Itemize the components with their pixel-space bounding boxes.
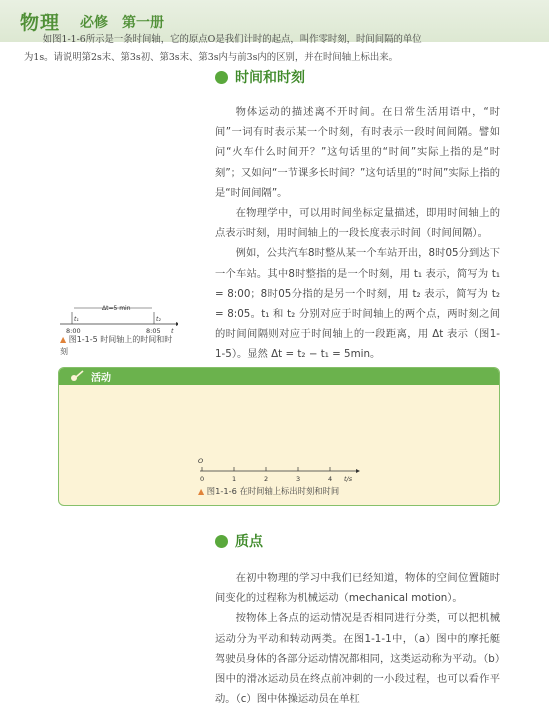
figure-caption-1-1-6 <box>198 485 339 497</box>
tick-label: 1 <box>232 475 237 483</box>
t1-label: t₁ <box>74 316 79 323</box>
triangle-icon: ▲ <box>60 335 67 344</box>
figure-caption-1-1-5 <box>60 334 180 358</box>
section-title: 时间和时刻 <box>235 70 305 86</box>
section2-body <box>215 568 500 709</box>
paragraph: 物体运动的描述离不开时间。在日常生活用语中，“时间”一词有时表示某一个时刻，有时表示一段时间间隔。譬如问“火车什么时间开？”这句话里的“时间”实际上指的是“时刻”；又如问“一节课多长时间？”这句话里的“时间”实际上指的是“时间间隔”。 <box>215 106 500 199</box>
subject-title: 物理 <box>20 12 61 34</box>
tick-label: 4 <box>328 475 333 483</box>
triangle-icon: ▲ <box>198 487 205 496</box>
axis-arrow-icon <box>356 469 360 473</box>
axis-label-t: t <box>171 327 174 335</box>
tick-label: 3 <box>296 475 301 483</box>
activity-header <box>59 368 499 385</box>
pencil-icon <box>69 370 85 383</box>
tick-label: 0 <box>200 475 205 483</box>
section-heading-particle <box>215 531 263 551</box>
paragraph: 在物理学中，可以用时间坐标定量描述，即用时间轴上的点表示时刻，用时间轴上的一段长度表示时间（时间间隔）。 <box>215 207 500 240</box>
bullet-dot-icon <box>215 71 228 84</box>
axis-arrow-icon <box>176 322 178 326</box>
caption-number: 图1-1-6 <box>206 486 237 496</box>
section-title: 质点 <box>235 534 263 550</box>
paragraph: 在初中物理的学习中我们已经知道，物体的空间位置随时间变化的过程称为机械运动（mechanical motion）。 <box>215 572 500 605</box>
section-heading-time <box>215 67 305 87</box>
interval-label: Δt=5 min <box>102 305 131 312</box>
section1-body <box>215 102 500 365</box>
caption-number: 图1-1-5 <box>68 335 98 344</box>
paragraph: 例如，公共汽车8时整从某一个车站开出，8时05分到达下一个车站。其中8时整指的是一个时刻，用 t₁ 表示，简写为 t₁ = 8:00；8时05分指的是另一个时刻，用 t₂ 表示，简写为 t₂ = 8:05。t₁ 和 t₂ 分别对应于时间轴上的两个点，两时刻之间的时间间隔则对应于时间轴上的一段距离，用 Δt 表示（图1-1-5）。显然 Δt = t₂ − t₁ = 5min。 <box>215 247 500 361</box>
tick-label-left: 8:00 <box>66 327 81 335</box>
book-subtitle: 必修 第一册 <box>80 15 164 31</box>
origin-label: O <box>198 457 204 465</box>
t2-label: t₂ <box>156 316 161 323</box>
tick-label-right: 8:05 <box>146 327 161 335</box>
tick-label: 2 <box>264 475 269 483</box>
bullet-dot-icon <box>215 535 228 548</box>
activity-text: 如图1-1-6所示是一条时间轴，它的原点O是我们计时的起点，叫作零时刻，时间间隔的单位为1s。请说明第2s末、第3s初、第3s末、第3s内与前3s内的区别，并在时间轴上标出来。 <box>24 34 422 63</box>
caption-text: 在时间轴上标出时刻和时间 <box>239 486 340 496</box>
paragraph: 按物体上各点的运动情况是否相同进行分类，可以把机械运动分为平动和转动两类。在图1-1-1中，（a）图中的摩托艇驾驶员身体的各部分运动情况都相同，这类运动称为平动。（b）图中的滑冰运动员在终点前冲刺的一小段过程，也可以看作平动。（c）图中体操运动员在单杠 <box>215 612 500 706</box>
axis-label-ts: t/s <box>344 475 353 483</box>
caption-text: 时间轴上的时间和时刻 <box>60 335 173 356</box>
activity-label: 活动 <box>91 373 111 384</box>
